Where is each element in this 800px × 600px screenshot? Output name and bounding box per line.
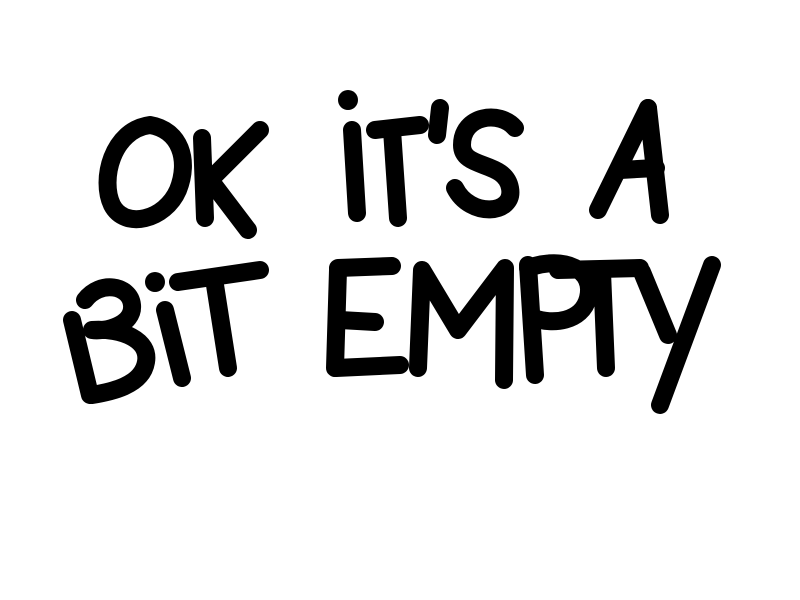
glyph-i-dot xyxy=(338,90,358,110)
glyph-a-left xyxy=(598,108,648,210)
glyph-t2-stem xyxy=(215,285,228,368)
glyph-apostrophe xyxy=(437,108,440,135)
glyph-i2-dot xyxy=(145,272,165,292)
glyph-t-stem xyxy=(392,130,398,218)
glyph-m xyxy=(418,268,505,380)
glyph-k-arm xyxy=(210,130,260,230)
glyph-a-bar xyxy=(620,168,656,170)
ink-strokes xyxy=(72,90,712,405)
glyph-i2-stem xyxy=(165,310,182,378)
glyph-e-bottom xyxy=(336,365,400,368)
glyph-s xyxy=(455,118,515,210)
glyph-i-stem xyxy=(352,130,357,213)
glyph-e-mid xyxy=(340,320,375,322)
glyph-o xyxy=(108,125,183,219)
glyph-y-left xyxy=(642,272,668,335)
glyph-t3-stem xyxy=(602,272,606,368)
glyph-e-top xyxy=(338,266,392,268)
